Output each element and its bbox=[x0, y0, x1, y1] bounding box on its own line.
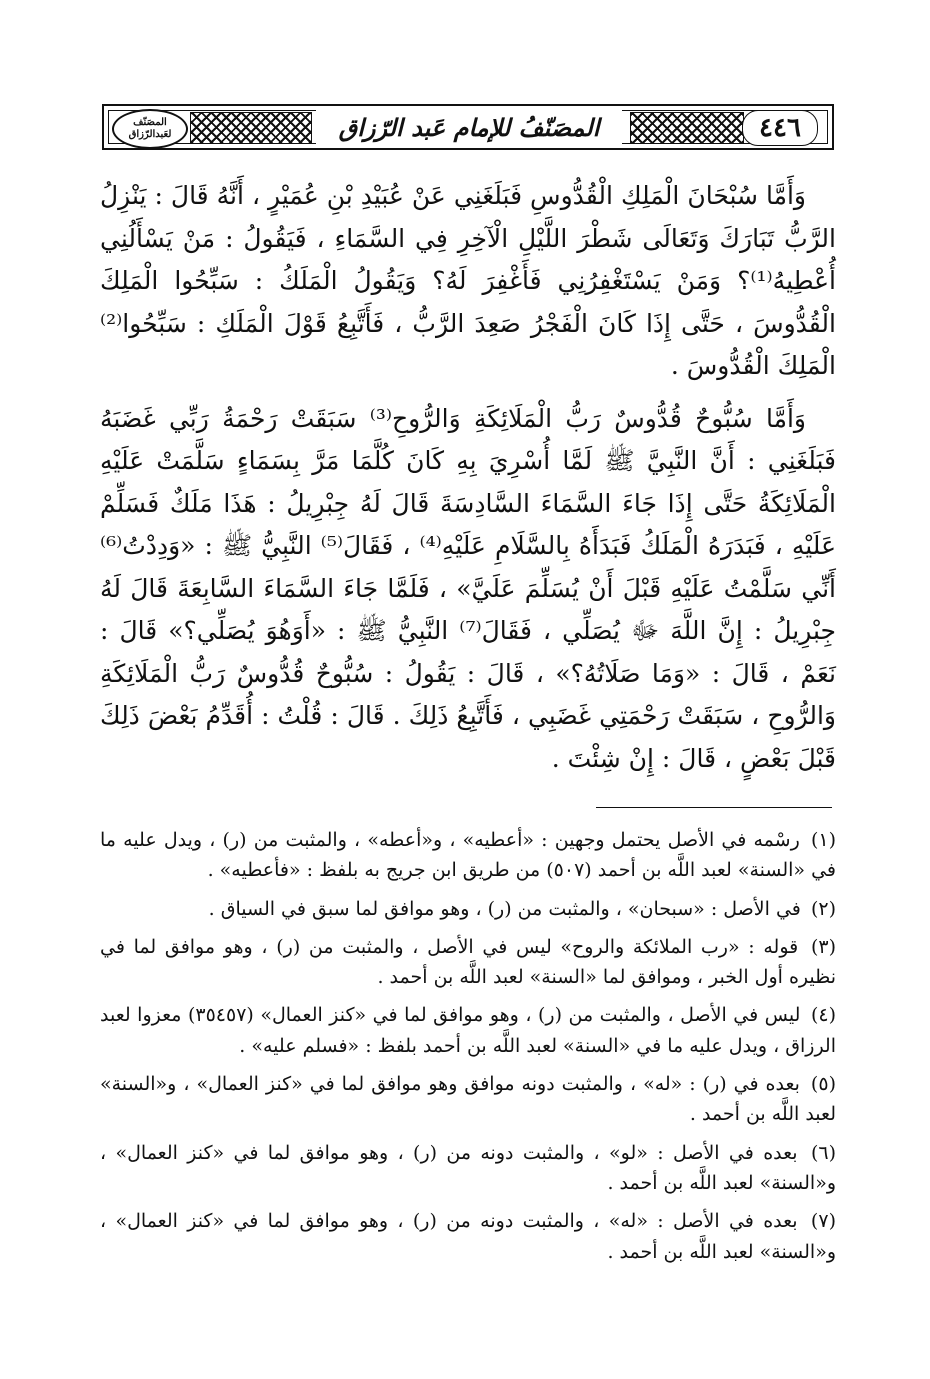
page-header bbox=[102, 104, 834, 150]
footnote-4 bbox=[100, 1000, 836, 1061]
footnote-number: (٦) bbox=[810, 1141, 836, 1164]
footnote-number: (١) bbox=[810, 829, 836, 851]
footnote-number: (٧) bbox=[810, 1210, 836, 1233]
book-title: المصَنّفُ للإمام عَبد الرّزاق bbox=[316, 110, 622, 144]
footnote-text: قوله : «رب الملائكة والروح» ليس في الأصل ، والمثبت من (ر) ، وهو موافق لما في نظيره أول الخبر ، وموافق لما «السنة» لعبد اللَّه بن أحمد . bbox=[100, 935, 836, 989]
footnote-2 bbox=[100, 894, 836, 924]
paragraph-2: وَأَمَّا سُبُّوحٌ قُدُّوسٌ رَبُّ الْمَلَائِكَةِ وَالرُّوحِ⁽³⁾ سَبَقَتْ رَحْمَةُ رَبِّي غَضَبَهُ فَبَلَغَنِي : أَنَّ النَّبِيَّ ﷺ لَمَّا أُسْرِيَ بِهِ كَانَ كُلَّمَا مَرَّ بِسَمَاءٍ سَلَّمَتْ عَلَيْهِ الْمَلَائِكَةُ حَتَّى إِذَا جَاءَ السَّمَاءَ السَّادِسَةَ قَالَ لَهُ جِبْرِيلُ : هَذَا مَلَكٌ فَسَلِّمْ عَلَيْهِ ، فَبَدَرَهُ الْمَلَكُ فَبَدَأَهُ بِالسَّلَامِ عَلَيْهِ⁽⁴⁾ ، فَقَالَ⁽⁵⁾ النَّبِيُّ ﷺ : «وَدِدْتُ⁽⁶⁾ أَنِّي سَلَّمْتُ عَلَيْهِ قَبْلَ أَنْ يُسَلِّمَ عَلَيَّ» ، فَلَمَّا جَاءَ السَّمَاءَ السَّابِعَةَ قَالَ لَهُ جِبْرِيلُ : إِنَّ اللَّهَ ﷻ يُصَلِّي ، فَقَالَ⁽⁷⁾ النَّبِيُّ ﷺ : «أَوَهُوَ يُصَلِّي؟» قَالَ : نَعَمْ ، قَالَ : «وَمَا صَلَاتُهُ؟» ، قَالَ : يَقُولُ : سُبُّوحٌ قُدُّوسٌ رَبُّ الْمَلَائِكَةِ وَالرُّوحِ ، سَبَقَتْ رَحْمَتِي غَضَبِي ، فَأَتَّبِعُ ذَلِكَ . قَالَ : قُلْتُ : أُقَدِّمُ بَعْضَ ذَلِكَ قَبْلَ بَعْضٍ ، قَالَ : إِنْ شِئْتَ . bbox=[100, 403, 837, 773]
footnote-number: (٥) bbox=[810, 1073, 836, 1096]
footnote-3 bbox=[100, 932, 836, 993]
footnote-text: بعده في (ر) : «له» ، والمثبت دونه موافق وهو موافق لما في «كنز العمال» ، و«السنة» لعبد اللَّه بن أحمد . bbox=[100, 1073, 836, 1126]
footnote-1 bbox=[100, 825, 836, 886]
header-ornament-right bbox=[630, 112, 744, 144]
page-number: ٤٤٦ bbox=[742, 110, 818, 146]
footnote-6 bbox=[100, 1138, 836, 1199]
footnote-text: رسْمه في الأصل يحتمل وجهين : «أعطيه» ، و«أعطه» ، والمثبت من (ر) ، ويدل عليه ما في «السنة» لعبد اللَّه بن أحمد (٥٠٧) من طريق ابن جريج به بلفظ : «فأعطيه» . bbox=[100, 829, 836, 882]
footnote-7 bbox=[100, 1206, 836, 1267]
footnote-text: بعده في الأصل : «له» ، والمثبت دونه من (ر) ، وهو موافق لما في «كنز العمال» ، و«السنة» لعبد اللَّه بن أحمد . bbox=[100, 1210, 836, 1263]
footnote-number: (٢) bbox=[810, 897, 836, 920]
seal-line-2: لعَبدالرّزاق bbox=[128, 129, 172, 140]
paragraph-1: وَأَمَّا سُبْحَانَ الْمَلِكِ الْقُدُّوسِ فَبَلَغَنِي عَنْ عُبَيْدِ بْنِ عُمَيْرٍ ، أَنَّهُ قَالَ : يَنْزِلُ الرَّبُّ تَبَارَكَ وَتَعَالَى شَطْرَ اللَّيْلِ الْآخِرِ فِي السَّمَاءِ ، فَيَقُولُ : مَنْ يَسْأَلُنِي أُعْطِيهُ⁽¹⁾؟ وَمَنْ يَسْتَغْفِرُنِي فَأَغْفِرَ لَهُ؟ وَيَقُولُ الْمَلَكُ : سَبِّحُوا الْمَلِكَ الْقُدُّوسَ ، حَتَّى إِذَا كَانَ الْفَجْرُ صَعِدَ الرَّبُّ ، فَأَتَّبِعُ قَوْلَ الْمَلَكِ : سَبِّحُوا⁽²⁾ الْمَلِكَ الْقُدُّوسَ . bbox=[100, 181, 836, 380]
footnote-number: (٣) bbox=[810, 935, 836, 958]
footnote-text: في الأصل : «سبحان» ، والمثبت من (ر) ، وهو موافق لما سبق في السياق . bbox=[208, 897, 801, 920]
book-seal-logo bbox=[112, 109, 188, 149]
footnote-number: (٤) bbox=[810, 1004, 837, 1027]
footnote-text: بعده في الأصل : «لو» ، والمثبت دونه من (ر) ، وهو موافق لما في «كنز العمال» ، و«السنة» لعبد اللَّه بن أحمد . bbox=[100, 1141, 836, 1194]
footnote-divider bbox=[596, 807, 832, 808]
footnote-5 bbox=[100, 1069, 836, 1130]
seal-line-1: المصَنّف bbox=[133, 117, 167, 128]
main-text bbox=[100, 175, 836, 780]
footnotes bbox=[100, 825, 836, 1275]
footnote-text: ليس في الأصل ، والمثبت من (ر) ، وهو موافق لما في «كنز العمال» (٣٥٤٥٧) معزوا لعبد الرزاق ، ويدل عليه ما في «السنة» لعبد اللَّه بن أحمد بلفظ : «فسلم عليه» . bbox=[100, 1004, 836, 1057]
header-ornament-left bbox=[190, 112, 312, 144]
